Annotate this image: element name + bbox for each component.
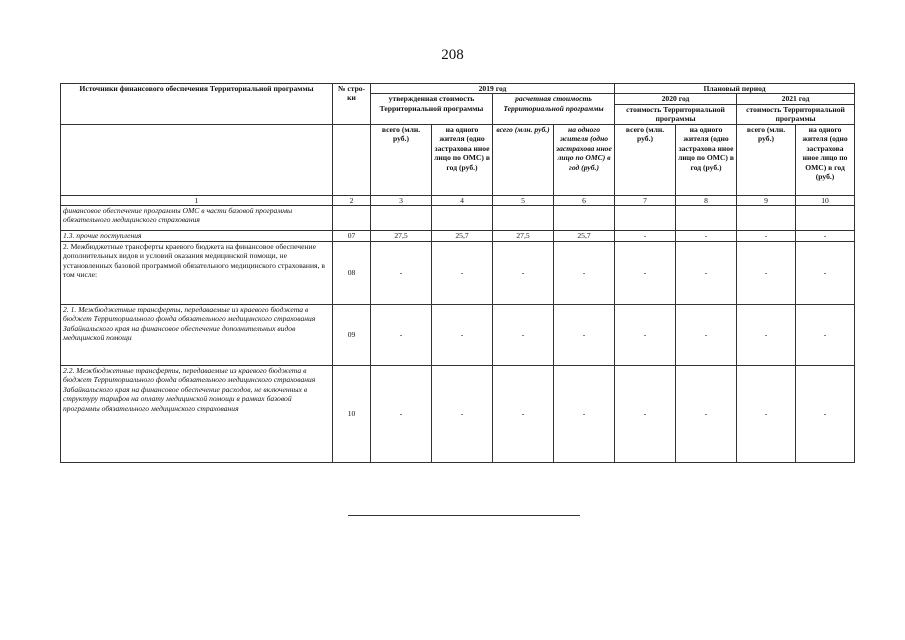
page-number: 208 <box>441 47 464 63</box>
cell-value: - <box>737 304 796 365</box>
column-number-row <box>61 195 855 205</box>
header-total: всего (млн. руб.) <box>371 124 432 195</box>
cell-value: - <box>432 241 493 304</box>
cell-value: 27,5 <box>371 230 432 241</box>
row-description: 2. Межбюджетные трансферты краевого бюджета на финансовое обеспечение дополнительных видов и условий оказания медицинской помощи, не установленных базовой программой обязательного медицинского страхования, в том числе: <box>61 241 333 304</box>
separator-line <box>348 515 580 516</box>
column-number: 9 <box>737 195 796 205</box>
cell-value <box>796 205 855 230</box>
header-per-resident: на одного жителя (одно застрахова нное лицо по ОМС) в год (руб.) <box>796 124 855 195</box>
header-per-resident: на одного жителя (одно застрахова нное лицо по ОМС) в год (руб.) <box>676 124 737 195</box>
header-cost-2020: стоимость Территориальной программы <box>615 104 737 124</box>
cell-value: - <box>676 304 737 365</box>
cell-value <box>493 205 554 230</box>
cell-value <box>432 205 493 230</box>
header-per-resident: на одного жителя (одно застрахова нное лицо по ОМС) в год (руб.) <box>432 124 493 195</box>
cell-value: - <box>796 230 855 241</box>
cell-value <box>371 205 432 230</box>
cell-value <box>737 205 796 230</box>
table-row <box>61 205 855 230</box>
cell-value: - <box>615 304 676 365</box>
cell-value: - <box>796 365 855 462</box>
cell-value: - <box>554 241 615 304</box>
cell-value: - <box>554 304 615 365</box>
financing-sources-table <box>60 83 855 463</box>
row-code: 08 <box>333 241 371 304</box>
header-sources: Источники финансового обеспечения Территориальной программы <box>61 84 333 125</box>
cell-value: - <box>615 230 676 241</box>
table-row <box>61 304 855 365</box>
header-total: всего (млн. руб.) <box>737 124 796 195</box>
table-row <box>61 365 855 462</box>
row-description: 2.2. Межбюджетные трансферты, передаваемые из краевого бюджета в бюджет Территориального фонда обязательного медицинского страхования Забайкальского края на финансовое обеспечение расходов, не включенных в структуру тарифов на оплату медицинской помощи в рамках базовой программы обязательного медицинского страхования <box>61 365 333 462</box>
header-planned-period: Плановый период <box>615 84 855 94</box>
cell-value: - <box>554 365 615 462</box>
header-year-2019: 2019 год <box>371 84 615 94</box>
cell-value: 25,7 <box>554 230 615 241</box>
cell-value: 27,5 <box>493 230 554 241</box>
cell-value: - <box>737 365 796 462</box>
cell-value: - <box>676 365 737 462</box>
cell-value: - <box>615 241 676 304</box>
column-number: 1 <box>61 195 333 205</box>
header-per-resident: на одного жителя (одно застрахова нное лицо по ОМС) в год (руб.) <box>554 124 615 195</box>
cell-value: - <box>493 304 554 365</box>
cell-value: - <box>371 304 432 365</box>
header-year-2020: 2020 год <box>615 94 737 104</box>
cell-value: 25,7 <box>432 230 493 241</box>
column-number: 7 <box>615 195 676 205</box>
cell-value: - <box>493 241 554 304</box>
table-row <box>61 230 855 241</box>
header-row-number: № стро-ки <box>333 84 371 125</box>
table-row <box>61 241 855 304</box>
cell-value: - <box>796 241 855 304</box>
header-year-2021: 2021 год <box>737 94 855 104</box>
header-total: всего (млн. руб.) <box>493 124 554 195</box>
column-number: 3 <box>371 195 432 205</box>
row-description: 2. 1. Межбюджетные трансферты, передаваемые из краевого бюджета в бюджет Территориального фонда обязательного медицинского страхования Забайкальского края на финансовое обеспечение дополнительных видов медицинской помощи <box>61 304 333 365</box>
header-cost-2021: стоимость Территориальной программы <box>737 104 855 124</box>
row-code: 09 <box>333 304 371 365</box>
cell-value: - <box>737 241 796 304</box>
cell-value <box>676 205 737 230</box>
row-code: 10 <box>333 365 371 462</box>
cell-value: - <box>432 304 493 365</box>
cell-value <box>615 205 676 230</box>
cell-value <box>554 205 615 230</box>
header-total: всего (млн. руб.) <box>615 124 676 195</box>
cell-value: - <box>432 365 493 462</box>
row-description: финансовое обеспечение программы ОМС в части базовой программы обязательного медицинского страхования <box>61 205 333 230</box>
column-number: 5 <box>493 195 554 205</box>
cell-value: - <box>371 365 432 462</box>
header-approved-cost: утвержденная стоимость Территориальной программы <box>371 94 493 124</box>
row-code: 07 <box>333 230 371 241</box>
cell-value: - <box>493 365 554 462</box>
cell-value: - <box>737 230 796 241</box>
cell-value: - <box>615 365 676 462</box>
column-number: 10 <box>796 195 855 205</box>
cell-value: - <box>796 304 855 365</box>
cell-value: - <box>676 230 737 241</box>
header-calculated-cost: расчетная стоимость Территориальной программы <box>493 94 615 124</box>
column-number: 2 <box>333 195 371 205</box>
cell-value: - <box>676 241 737 304</box>
column-number: 4 <box>432 195 493 205</box>
column-number: 8 <box>676 195 737 205</box>
row-code <box>333 205 371 230</box>
row-description: 1.3. прочие поступления <box>61 230 333 241</box>
column-number: 6 <box>554 195 615 205</box>
cell-value: - <box>371 241 432 304</box>
